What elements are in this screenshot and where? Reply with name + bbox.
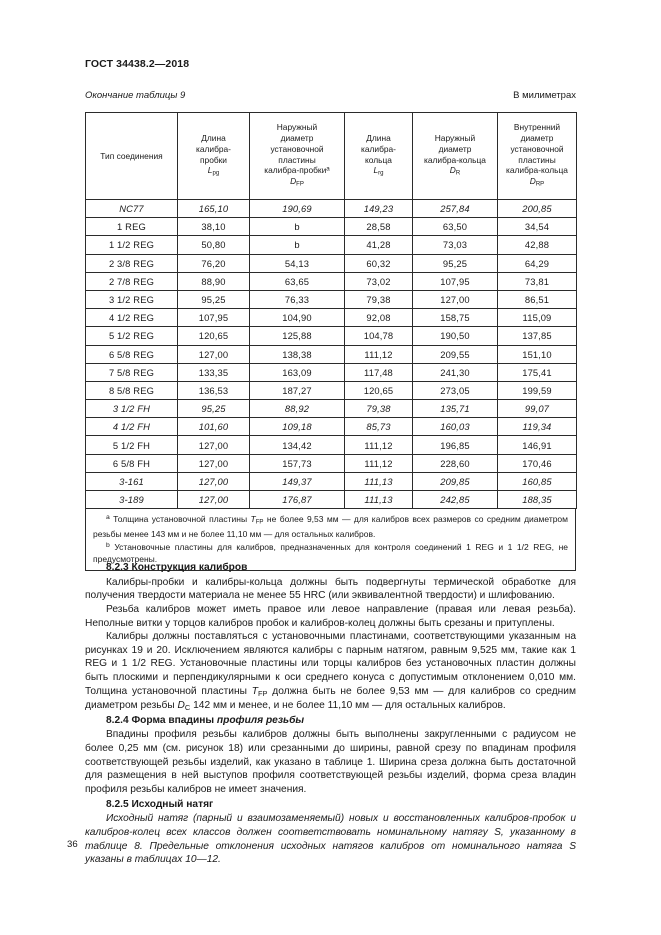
cell-value: 200,85 xyxy=(498,200,577,218)
paragraph-8-2-3-2: Резьба калибров может иметь правое или левое направление (правая или левая резьба). Неполные витки у торцов калибров пробок и калибров-колец должны быть срезаны и притуплены. xyxy=(85,604,576,629)
table-caption-row xyxy=(85,90,576,101)
cell-value: 76,20 xyxy=(178,254,250,272)
cell-value: 73,02 xyxy=(345,272,413,290)
cell-value: 209,55 xyxy=(413,345,498,363)
table-row xyxy=(86,272,577,290)
cell-value: 127,00 xyxy=(178,454,250,472)
col-header-plug-plate-outer-dia: Наружный диаметр установочной пластины калибра-пробки$^a$ $D_{FP}$ xyxy=(250,113,345,200)
cell-value: 42,88 xyxy=(498,236,577,254)
col-header-ring-gauge-length: Длина калибра- кольца $L_{rg}$ xyxy=(345,113,413,200)
cell-value: 125,88 xyxy=(250,327,345,345)
cell-value: 107,95 xyxy=(178,309,250,327)
cell-value: 120,65 xyxy=(178,327,250,345)
cell-value: 170,46 xyxy=(498,454,577,472)
cell-value: 104,78 xyxy=(345,327,413,345)
cell-value: 92,08 xyxy=(345,309,413,327)
cell-connection-type: 1 1/2 REG xyxy=(86,236,178,254)
cell-value: 137,85 xyxy=(498,327,577,345)
cell-value: 188,35 xyxy=(498,491,577,509)
cell-value: 136,53 xyxy=(178,381,250,399)
cell-value: 149,23 xyxy=(345,200,413,218)
cell-connection-type: 3-189 xyxy=(86,491,178,509)
cell-value: 34,54 xyxy=(498,218,577,236)
cell-value: 111,12 xyxy=(345,436,413,454)
cell-connection-type: 1 REG xyxy=(86,218,178,236)
cell-value: 73,03 xyxy=(413,236,498,254)
cell-connection-type: 3-161 xyxy=(86,472,178,490)
cell-connection-type: 4 1/2 REG xyxy=(86,309,178,327)
cell-value: 60,32 xyxy=(345,254,413,272)
cell-value: 104,90 xyxy=(250,309,345,327)
cell-value: 111,13 xyxy=(345,472,413,490)
cell-value: 73,81 xyxy=(498,272,577,290)
cell-value: 176,87 xyxy=(250,491,345,509)
cell-value: 95,25 xyxy=(178,400,250,418)
cell-value: 120,65 xyxy=(345,381,413,399)
cell-connection-type: 2 3/8 REG xyxy=(86,254,178,272)
cell-value: 117,48 xyxy=(345,363,413,381)
cell-connection-type: 6 5/8 REG xyxy=(86,345,178,363)
paragraph-8-2-5: Исходный натяг (парный и взаимозаменяемый) новых и восстановленных калибров-пробок и калибров-колец всех классов должен соответствовать номинальному натягу S, указанному в таблице 8. Предельные отклонения исходных натягов калибров от номинального натяга S указаны в таблицах 10—12. xyxy=(85,813,576,866)
cell-value: 163,09 xyxy=(250,363,345,381)
cell-value: 160,85 xyxy=(498,472,577,490)
cell-value: 86,51 xyxy=(498,290,577,308)
cell-connection-type: 5 1/2 FH xyxy=(86,436,178,454)
cell-value: 273,05 xyxy=(413,381,498,399)
table-row xyxy=(86,309,577,327)
cell-value: 101,60 xyxy=(178,418,250,436)
table-footnote: $^b$ Установочные пластины для калибров, предназначенных для контроля соединений 1 REG и 1 1/2 REG, не предусмотрены. xyxy=(93,541,568,564)
cell-value: 190,69 xyxy=(250,200,345,218)
cell-value: 119,34 xyxy=(498,418,577,436)
body-text xyxy=(85,560,576,867)
col-header-connection-type: Тип соединения xyxy=(86,113,178,200)
cell-value: 165,10 xyxy=(178,200,250,218)
table-row xyxy=(86,400,577,418)
table-footnote: $^a$ Толщина установочной пластины $T_{FP}$ не более 9,53 мм — для калибров всех размеров со средним диаметром резьбы менее 143 мм и не более 11,10 мм — для остальных калибров. xyxy=(93,514,569,539)
paragraph-8-2-3-1: Калибры-пробки и калибры-кольца должны быть подвергнуты термической обработке для получения твердости материала не менее 55 HRC (или эквивалентной твердости) и шлифованию. xyxy=(85,576,576,602)
cell-value: b xyxy=(250,236,345,254)
table-row xyxy=(86,236,577,254)
cell-connection-type: 2 7/8 REG xyxy=(86,272,178,290)
cell-connection-type: 5 1/2 REG xyxy=(86,327,178,345)
cell-value: 241,30 xyxy=(413,363,498,381)
cell-connection-type: 4 1/2 FH xyxy=(86,418,178,436)
paragraph-8-2-3-3: Калибры должны поставляться с установочными пластинами, соответствующими указанным на рисунках 19 и 20. Исключением являются калибры с парным натягом, равным 9,525 мм, такие как 1 REG и 1 1/2 REG. Установочные пластины или торцы калибров без установочных пластин должны быть плоскими и перпендикулярными к оси среднего конуса с допустимым отклонением 0,010 мм. Толщина установочной пластины $T_{FP}$ должна быть не более 9,53 мм — для калибров со средним диаметром резьбы $D_C$ 142 мм и менее, и не более 11,10 мм — для остальных калибров. xyxy=(85,631,576,712)
cell-value: 228,60 xyxy=(413,454,498,472)
cell-value: 158,75 xyxy=(413,309,498,327)
cell-value: 149,37 xyxy=(250,472,345,490)
cell-value: 79,38 xyxy=(345,400,413,418)
table-row xyxy=(86,418,577,436)
cell-value: 175,41 xyxy=(498,363,577,381)
cell-value: 242,85 xyxy=(413,491,498,509)
gauge-dimensions-table xyxy=(85,112,577,509)
cell-value: 157,73 xyxy=(250,454,345,472)
table-row xyxy=(86,454,577,472)
cell-value: 76,33 xyxy=(250,290,345,308)
col-header-ring-plate-inner-dia: Внутренний диаметр установочной пластины калибра-кольца $D_{RP}$ xyxy=(498,113,577,200)
cell-connection-type: 3 1/2 FH xyxy=(86,400,178,418)
table-container xyxy=(85,112,576,571)
cell-value: 107,95 xyxy=(413,272,498,290)
cell-value: 88,90 xyxy=(178,272,250,290)
table-row xyxy=(86,491,577,509)
cell-value: 196,85 xyxy=(413,436,498,454)
table-row xyxy=(86,290,577,308)
cell-value: 134,42 xyxy=(250,436,345,454)
cell-value: 127,00 xyxy=(178,436,250,454)
cell-value: 115,09 xyxy=(498,309,577,327)
table-row xyxy=(86,200,577,218)
table-units-label: В милиметрах xyxy=(513,90,576,101)
cell-value: 99,07 xyxy=(498,400,577,418)
cell-value: 199,59 xyxy=(498,381,577,399)
cell-value: 63,65 xyxy=(250,272,345,290)
cell-value: 133,35 xyxy=(178,363,250,381)
cell-value: 127,00 xyxy=(413,290,498,308)
cell-value: 209,85 xyxy=(413,472,498,490)
table-row xyxy=(86,254,577,272)
page-number: 36 xyxy=(67,839,78,850)
table-body xyxy=(86,200,577,509)
cell-value: 63,50 xyxy=(413,218,498,236)
table-row xyxy=(86,218,577,236)
cell-value: 79,38 xyxy=(345,290,413,308)
cell-value: b xyxy=(250,218,345,236)
cell-value: 88,92 xyxy=(250,400,345,418)
table-row xyxy=(86,327,577,345)
cell-value: 109,18 xyxy=(250,418,345,436)
cell-value: 127,00 xyxy=(178,345,250,363)
cell-value: 95,25 xyxy=(413,254,498,272)
table-row xyxy=(86,345,577,363)
heading-8-2-3: 8.2.3 Конструкция калибров xyxy=(106,562,248,573)
heading-8-2-4: 8.2.4 Форма впадины профиля резьбы xyxy=(106,714,305,726)
cell-value: 257,84 xyxy=(413,200,498,218)
cell-connection-type: 7 5/8 REG xyxy=(86,363,178,381)
cell-value: 146,91 xyxy=(498,436,577,454)
standard-header: ГОСТ 34438.2—2018 xyxy=(85,58,190,70)
cell-value: 95,25 xyxy=(178,290,250,308)
cell-connection-type: NC77 xyxy=(86,200,178,218)
cell-value: 151,10 xyxy=(498,345,577,363)
table-row xyxy=(86,436,577,454)
cell-value: 138,38 xyxy=(250,345,345,363)
cell-value: 41,28 xyxy=(345,236,413,254)
cell-connection-type: 8 5/8 REG xyxy=(86,381,178,399)
cell-value: 190,50 xyxy=(413,327,498,345)
cell-value: 54,13 xyxy=(250,254,345,272)
cell-connection-type: 6 5/8 FH xyxy=(86,454,178,472)
cell-value: 111,12 xyxy=(345,454,413,472)
heading-8-2-5: 8.2.5 Исходный натяг xyxy=(106,798,214,810)
cell-connection-type: 3 1/2 REG xyxy=(86,290,178,308)
table-header-row xyxy=(86,113,577,200)
paragraph-8-2-4: Впадины профиля резьбы калибров должны быть выполнены закругленными с радиусом не более 0,25 мм (см. рисунок 18) или срезанными до ширины, равной срезу по впадинам профиля соответствующей резьбы изделий, как указано в таблице 1. Ширина среза должна быть достаточной для размещения в ней выступов профиля соответствующей резьбы изделий, форма среза владин профиля резьбы калибров не имеет значения. xyxy=(85,729,576,795)
table-caption-continuation: Окончание таблицы 9 xyxy=(85,90,186,101)
cell-value: 111,13 xyxy=(345,491,413,509)
cell-value: 127,00 xyxy=(178,472,250,490)
cell-value: 127,00 xyxy=(178,491,250,509)
table-row xyxy=(86,381,577,399)
cell-value: 64,29 xyxy=(498,254,577,272)
cell-value: 85,73 xyxy=(345,418,413,436)
cell-value: 38,10 xyxy=(178,218,250,236)
col-header-ring-gauge-outer-dia: Наружный диаметр калибра-кольца $D_R$ xyxy=(413,113,498,200)
cell-value: 135,71 xyxy=(413,400,498,418)
cell-value: 111,12 xyxy=(345,345,413,363)
table-row xyxy=(86,472,577,490)
col-header-plug-gauge-length: Длина калибра- пробки $L_{pg}$ xyxy=(178,113,250,200)
cell-value: 28,58 xyxy=(345,218,413,236)
table-head xyxy=(86,113,577,200)
table-row xyxy=(86,363,577,381)
cell-value: 50,80 xyxy=(178,236,250,254)
cell-value: 160,03 xyxy=(413,418,498,436)
cell-value: 187,27 xyxy=(250,381,345,399)
